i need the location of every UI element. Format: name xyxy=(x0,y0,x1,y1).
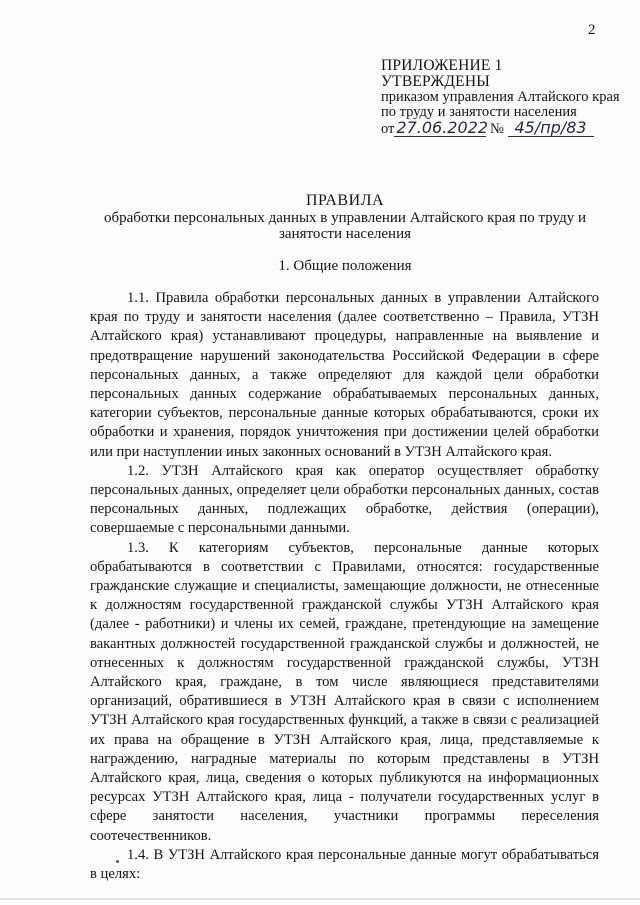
scan-edge xyxy=(0,898,640,900)
paragraph-1-4: 1.4. В УТЗН Алтайского края персональные данные могут обрабатываться в целях: xyxy=(90,846,599,883)
appendix-header xyxy=(381,58,621,138)
section-heading: 1. Общие положения xyxy=(278,258,412,274)
document-title-block xyxy=(60,192,630,242)
appendix-label: ПРИЛОЖЕНИЕ 1 xyxy=(381,57,503,74)
page-number: 2 xyxy=(588,22,596,38)
scan-speck xyxy=(116,860,119,863)
handwritten-date: 27.06.2022 xyxy=(396,118,489,137)
paragraph-1-1: 1.1. Правила обработки персональных данных в управлении Алтайского края по труду и занятости населения (далее соответственно – Правила, УТЗН Алтайского края) устанавливают процедуры, направленные на выявление и предотвращение нарушений законодательства Российской Федерации в сфере персональных данных, а также определяют для каждой цели обработки персональных данных содержание обрабатываемых персональных данных, категории субъектов, персональные данные которых обрабатываются, сроки их обработки и хранения, порядок уничтожения при достижении целей обработки или при наступлении иных законных оснований в УТЗН Алтайского края. xyxy=(90,290,599,460)
document-subtitle: обработки персональных данных в управлении Алтайского края по труду и занятости населения xyxy=(103,210,587,242)
document-title: ПРАВИЛА xyxy=(305,192,385,209)
order-date-line xyxy=(381,120,621,138)
handwritten-number: 45/пр/83 xyxy=(508,120,594,137)
paragraph-1-2: 1.2. УТЗН Алтайского края как оператор осуществляет обработку персональных данных, определяет цели обработки персональных данных, состав персональных данных, подлежащих обработке, действия (операции), совершаемые с персональными данными. xyxy=(90,462,599,537)
order-text: приказом управления Алтайского края по труду и занятости населения xyxy=(381,89,620,120)
body-text xyxy=(90,289,599,884)
from-label: от xyxy=(381,121,395,137)
number-label: № xyxy=(490,121,504,137)
approved-label: УТВЕРЖДЕНЫ xyxy=(381,73,490,90)
paragraph-1-3: 1.3. К категориям субъектов, персональные данные которых обрабатываются в соответствии с Правилами, относятся: государственные гражданские служащие и специалисты, замещающие должности, не отнесенные к должностям государственной гражданской службы УТЗН Алтайского края (далее - работники) и члены их семей, граждане, претендующие на замещение вакантных должностей государственной гражданской службы и должностей, не отнесенных к должностям государственной гражданской службы, УТЗН Алтайского края, граждане, в том числе являющиеся представителями организаций, обратившиеся в УТЗН Алтайского края в связи с исполнением УТЗН Алтайского края государственных функций, а также в связи с реализацией их права на обращение в УТЗН Алтайского края, лица, представляемые к награждению, наградные материалы по которым представлены в УТЗН Алтайского края, лица, сведения о которых публикуются на информационных ресурсах УТЗН Алтайского края, лица - получатели государственных услуг в сфере занятости населения, участники программы переселения соотечественников. xyxy=(90,539,599,844)
